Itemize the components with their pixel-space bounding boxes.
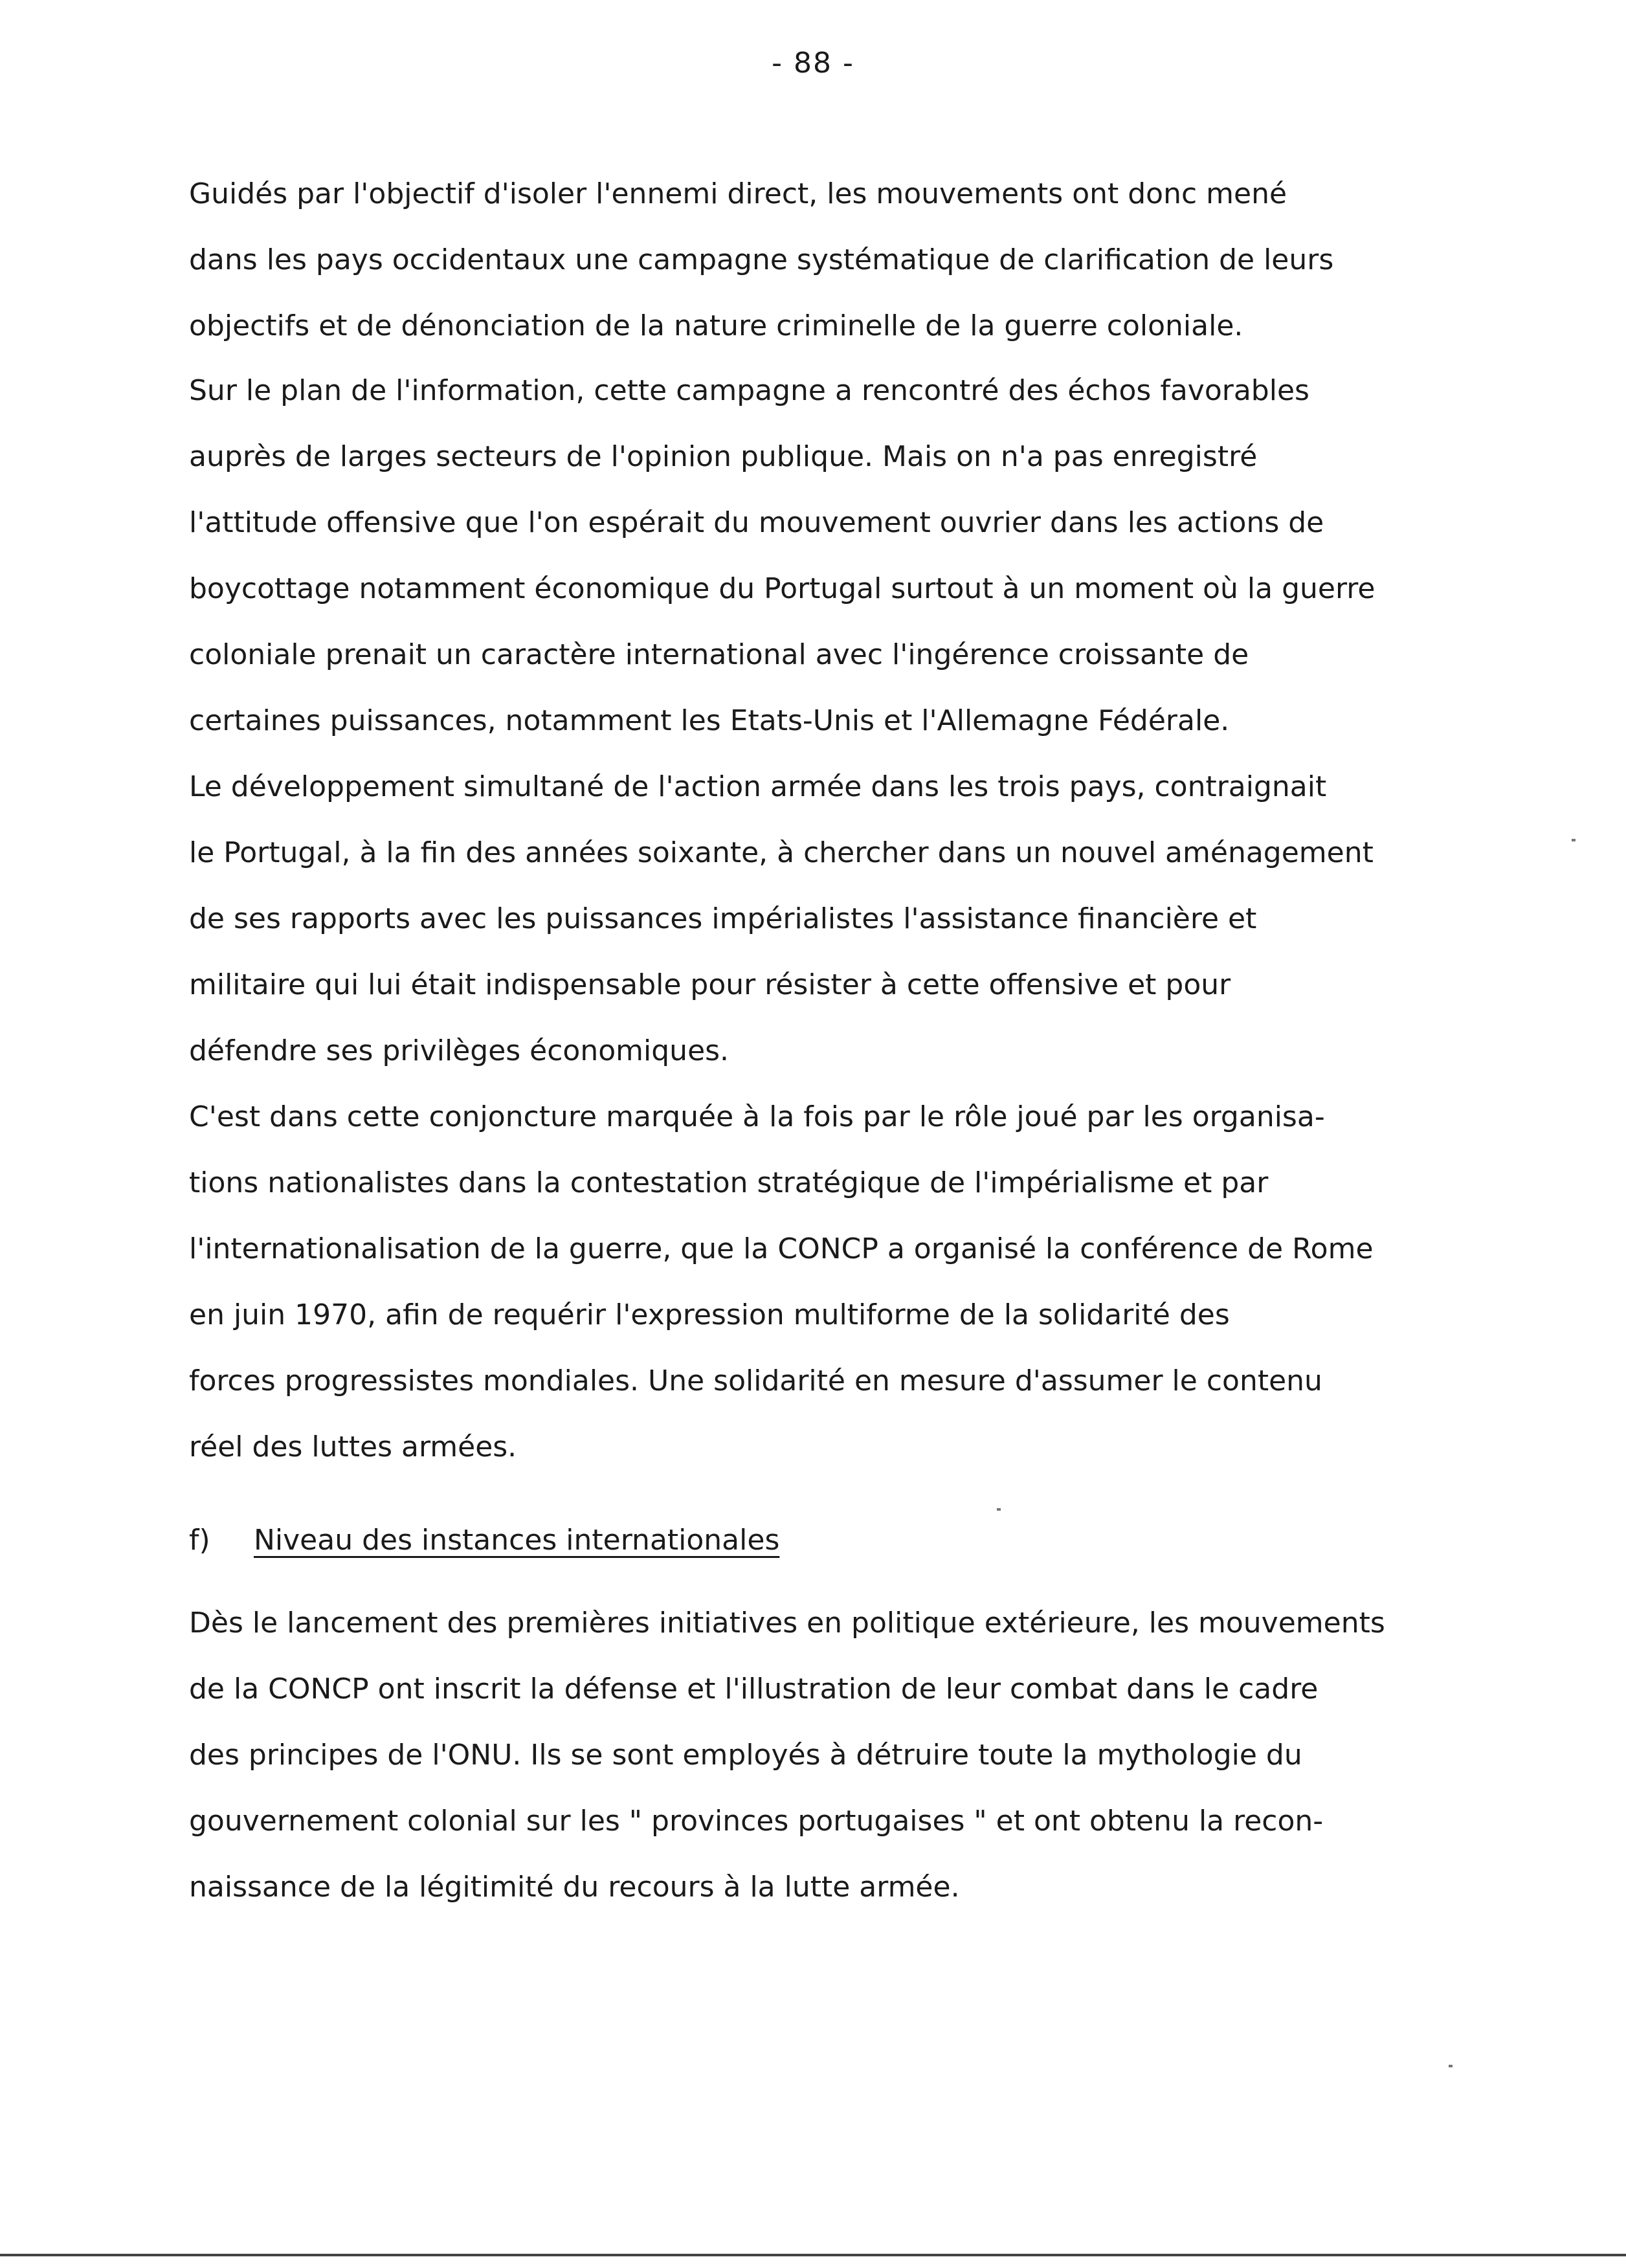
paragraph-2-line-1: Dès le lancement des premières initiatives en politique extérieure, les mouvements <box>189 1606 1385 1640</box>
scan-speck <box>997 1508 1001 1511</box>
paragraph-1-line-7: boycottage notamment économique du Portugal surtout à un moment où la guerre <box>189 572 1375 605</box>
scan-speck <box>1449 2065 1453 2067</box>
paragraph-2-line-4: gouvernement colonial sur les " provinces portugaises " et ont obtenu la recon- <box>189 1805 1324 1838</box>
paragraph-1-line-11: le Portugal, à la fin des années soixante, à chercher dans un nouvel aménagement <box>189 836 1374 869</box>
paragraph-1-line-1: Guidés par l'objectif d'isoler l'ennemi direct, les mouvements ont donc mené <box>189 177 1287 210</box>
paragraph-1-line-18: en juin 1970, afin de requérir l'expression multiforme de la solidarité des <box>189 1298 1230 1331</box>
paragraph-1-line-19: forces progressistes mondiales. Une solidarité en mesure d'assumer le contenu <box>189 1364 1322 1397</box>
page-number: - 88 - <box>772 47 854 80</box>
paragraph-2-line-2: de la CONCP ont inscrit la défense et l'illustration de leur combat dans le cadre <box>189 1673 1319 1706</box>
paragraph-1-line-15: C'est dans cette conjoncture marquée à la fois par le rôle joué par les organisa- <box>189 1100 1325 1133</box>
paragraph-1-line-9: certaines puissances, notamment les Etats-Unis et l'Allemagne Fédérale. <box>189 704 1230 737</box>
paragraph-1-line-3: objectifs et de dénonciation de la nature criminelle de la guerre coloniale. <box>189 309 1243 342</box>
paragraph-2-line-5: naissance de la légitimité du recours à la lutte armée. <box>189 1871 960 1904</box>
paragraph-1-line-17: l'internationalisation de la guerre, que la CONCP a organisé la conférence de Rome <box>189 1232 1374 1265</box>
section-heading-label: f) <box>189 1524 210 1557</box>
paragraph-1-line-10: Le développement simultané de l'action armée dans les trois pays, contraignait <box>189 770 1327 803</box>
paragraph-1-line-16: tions nationalistes dans la contestation stratégique de l'impérialisme et par <box>189 1166 1269 1199</box>
bottom-rule <box>0 2254 1626 2256</box>
paragraph-1-line-12: de ses rapports avec les puissances impérialistes l'assistance financière et <box>189 902 1257 935</box>
paragraph-1-line-6: l'attitude offensive que l'on espérait du mouvement ouvrier dans les actions de <box>189 506 1324 539</box>
paragraph-2-line-3: des principes de l'ONU. Ils se sont employés à détruire toute la mythologie du <box>189 1739 1302 1772</box>
paragraph-1-line-5: auprès de larges secteurs de l'opinion publique. Mais on n'a pas enregistré <box>189 440 1258 473</box>
paragraph-1-line-4: Sur le plan de l'information, cette campagne a rencontré des échos favorables <box>189 374 1309 407</box>
section-heading <box>189 1521 779 1560</box>
section-heading-title: Niveau des instances internationales <box>254 1524 780 1557</box>
scan-speck <box>1572 839 1576 841</box>
paragraph-1-line-14: défendre ses privilèges économiques. <box>189 1034 729 1067</box>
paragraph-1-line-20: réel des luttes armées. <box>189 1430 517 1463</box>
paragraph-1-line-8: coloniale prenait un caractère international avec l'ingérence croissante de <box>189 638 1249 671</box>
paragraph-1-line-13: militaire qui lui était indispensable pour résister à cette offensive et pour <box>189 968 1231 1001</box>
paragraph-1-line-2: dans les pays occidentaux une campagne systématique de clarification de leurs <box>189 243 1334 276</box>
